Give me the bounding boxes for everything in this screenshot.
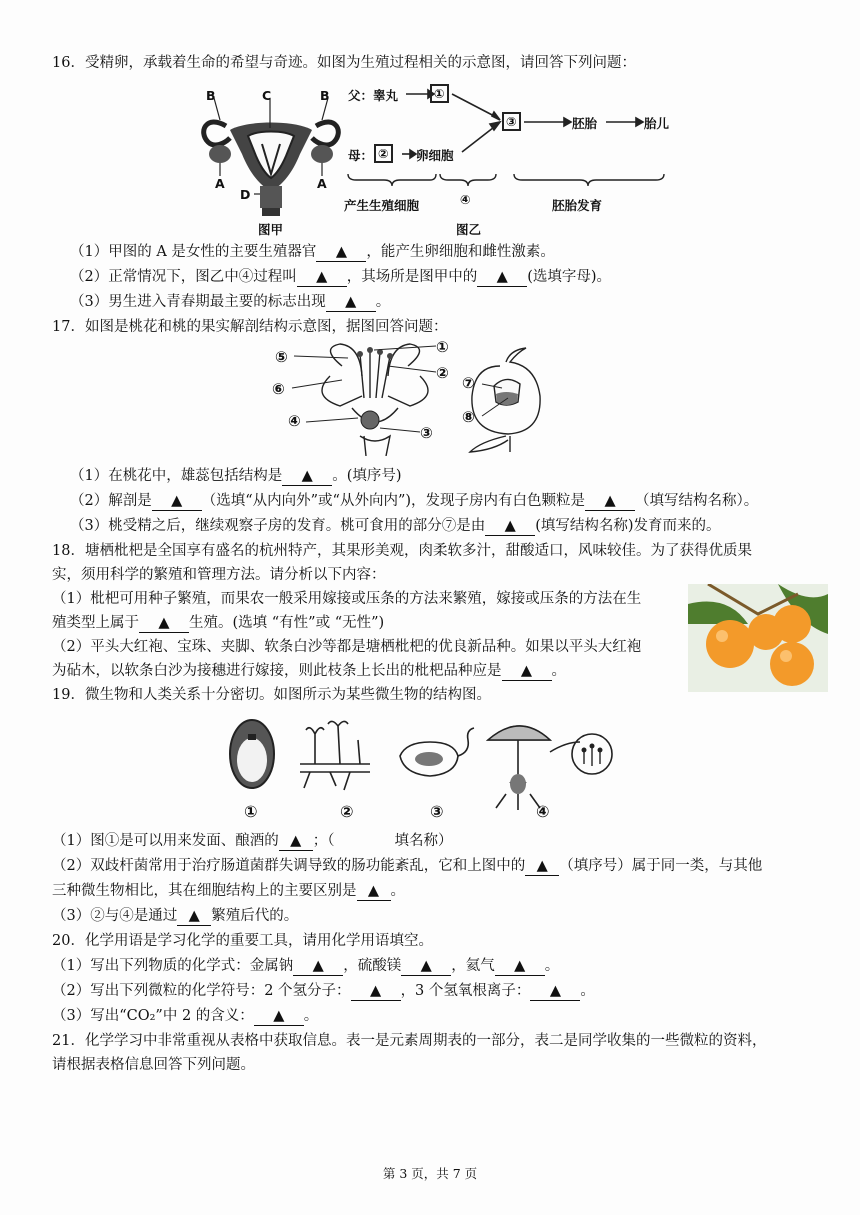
answer-blank[interactable]: ▲ bbox=[152, 492, 202, 511]
answer-blank[interactable]: ▲ bbox=[316, 243, 366, 262]
q17-figure bbox=[270, 336, 590, 456]
label-produce-cells: 产生生殖细胞 bbox=[344, 198, 420, 213]
label-5: ⑤ bbox=[275, 348, 288, 366]
loquat-photo bbox=[688, 584, 828, 692]
box-1: ① bbox=[430, 84, 449, 103]
father-testis: 父：睾丸 bbox=[348, 88, 399, 103]
label-8: ⑧ bbox=[462, 408, 475, 426]
q19-part1: （1）图①是可以用来发面、酿酒的 ▲ ；（ 填名称） bbox=[52, 833, 453, 849]
q21-line1: 21．化学学习中非常重视从表格中获取信息。表一是元素周期表的一部分，表二是同学收集的一些微粒的资料， bbox=[52, 1033, 767, 1049]
q17-part2: （2）解剖是 ▲ （选填“从内向外”或“从外向内”)，发现子房内有白色颗粒是 ▲ （填写结构名称）。 bbox=[70, 493, 759, 509]
q18-line1: 18．塘栖枇杷是全国享有盛名的杭州特产，其果形美观，肉柔软多汁，甜酸适口，风味较佳。为了获得优质果 bbox=[52, 543, 752, 559]
q21-line2: 请根据表格信息回答下列问题。 bbox=[52, 1057, 255, 1073]
q17-stem: 17．如图是桃花和桃的果实解剖结构示意图，据图回答问题： bbox=[52, 319, 448, 335]
fetus: 胎儿 bbox=[644, 116, 670, 131]
q18-line5: （2）平头大红袍、宝珠、夹脚、软条白沙等都是塘栖枇杷的优良新品种。如果以平头大红袍 bbox=[52, 639, 642, 655]
answer-blank[interactable]: ▲ bbox=[254, 1007, 304, 1026]
q19-part3: （3）②与④是通过 ▲ 繁殖后代的。 bbox=[52, 908, 299, 924]
label-D: D bbox=[240, 187, 251, 202]
q19-stem: 19．微生物和人类关系十分密切。如图所示为某些微生物的结构图。 bbox=[52, 687, 491, 703]
answer-blank[interactable]: ▲ bbox=[293, 957, 343, 976]
answer-blank[interactable]: ▲ bbox=[495, 957, 545, 976]
label-7: ⑦ bbox=[462, 374, 475, 392]
label-embryo-development: 胚胎发育 bbox=[552, 198, 603, 213]
answer-blank[interactable]: ▲ bbox=[351, 982, 401, 1001]
egg-cell: 卵细胞 bbox=[416, 148, 454, 163]
q19-part2: （2）双歧杆菌常用于治疗肠道菌群失调导致的肠功能紊乱，它和上图中的 ▲ （填序号）属于同一类，与其他 bbox=[52, 858, 763, 874]
q16-part2: （2）正常情况下，图乙中④过程叫 ▲ ，其场所是图甲中的 ▲ (选填字母)。 bbox=[70, 269, 612, 285]
answer-blank[interactable]: ▲ bbox=[585, 492, 635, 511]
figure-b-caption: 图乙 bbox=[456, 222, 482, 237]
q20-part2: （2）写出下列微粒的化学符号：2 个氢分子： ▲ ，3 个氢氧根离子： ▲ 。 bbox=[52, 983, 595, 999]
q20-part3: （3）写出“CO₂”中 2 的含义： ▲ 。 bbox=[52, 1008, 319, 1024]
label-4: ④ bbox=[536, 802, 550, 821]
label-B-left: B bbox=[206, 88, 216, 103]
q16-part3: （3）男生进入青春期最主要的标志出现 ▲ 。 bbox=[70, 294, 391, 310]
label-1: ① bbox=[244, 802, 258, 821]
label-6: ⑥ bbox=[272, 380, 285, 398]
q18-line2: 实，须用科学的繁殖和管理方法。请分析以下内容： bbox=[52, 567, 386, 583]
label-2: ② bbox=[340, 802, 354, 821]
label-1: ① bbox=[436, 338, 449, 356]
q16-figure-b bbox=[344, 80, 674, 240]
answer-blank[interactable]: ▲ bbox=[326, 293, 376, 312]
answer-blank[interactable]: ▲ bbox=[357, 882, 391, 901]
label-C: C bbox=[262, 88, 272, 103]
q16-figure-a bbox=[196, 84, 346, 237]
q17-part3: （3）桃受精之后，继续观察子房的发育。桃可食用的部分⑦是由 ▲ (填写结构名称)发育而来的。 bbox=[70, 518, 721, 534]
q17-part1: （1）在桃花中，雄蕊包括结构是 ▲ 。(填序号) bbox=[70, 468, 402, 484]
answer-blank[interactable]: ▲ bbox=[485, 517, 535, 536]
figure-a-caption: 图甲 bbox=[258, 222, 284, 237]
embryo: 胚胎 bbox=[572, 116, 598, 131]
q18-line6: 为砧木，以软条白沙为接穗进行嫁接，则此枝条上长出的枇杷品种应是 ▲ 。 bbox=[52, 663, 566, 679]
label-2: ② bbox=[436, 364, 449, 382]
label-3: ③ bbox=[430, 802, 444, 821]
answer-blank[interactable]: ▲ bbox=[139, 614, 189, 633]
answer-blank[interactable]: ▲ bbox=[502, 662, 552, 681]
q20-stem: 20．化学用语是学习化学的重要工具，请用化学用语填空。 bbox=[52, 933, 433, 949]
q18-line4: 殖类型上属于 ▲ 生殖。(选填 “有性”或 “无性”) bbox=[52, 615, 385, 631]
label-A-left: A bbox=[215, 176, 225, 191]
label-B-right: B bbox=[320, 88, 330, 103]
answer-blank[interactable]: ▲ bbox=[530, 982, 580, 1001]
label-3: ③ bbox=[420, 424, 433, 442]
box-2: ② bbox=[374, 144, 393, 163]
answer-blank[interactable]: ▲ bbox=[477, 268, 527, 287]
answer-blank[interactable]: ▲ bbox=[279, 832, 313, 851]
label-A-right: A bbox=[317, 176, 327, 191]
answer-blank[interactable]: ▲ bbox=[525, 857, 559, 876]
answer-blank[interactable]: ▲ bbox=[177, 907, 211, 926]
q16-stem: 16．受精卵，承载着生命的希望与奇迹。如图为生殖过程相关的示意图，请回答下列问题： bbox=[52, 55, 636, 71]
q20-part1: （1）写出下列物质的化学式：金属钠 ▲ ，硫酸镁 ▲ ，氦气 ▲ 。 bbox=[52, 958, 560, 974]
answer-blank[interactable]: ▲ bbox=[282, 467, 332, 486]
mother-label: 母： bbox=[348, 148, 374, 163]
label-4: ④ bbox=[288, 412, 301, 430]
q16-part1: （1）甲图的 A 是女性的主要生殖器官 ▲ ，能产生卵细胞和雌性激素。 bbox=[70, 244, 555, 260]
answer-blank[interactable]: ▲ bbox=[401, 957, 451, 976]
label-4: ④ bbox=[460, 192, 471, 207]
q19-figure bbox=[220, 712, 640, 824]
box-3: ③ bbox=[502, 112, 521, 131]
page-footer: 第 3 页，共 7 页 bbox=[382, 1166, 478, 1181]
answer-blank[interactable]: ▲ bbox=[297, 268, 347, 287]
q19-part2-cont: 三种微生物相比，其在细胞结构上的主要区别是 ▲ 。 bbox=[52, 883, 405, 899]
q18-line3: （1）枇杷可用种子繁殖，而果农一般采用嫁接或压条的方法来繁殖，嫁接或压条的方法在生 bbox=[52, 591, 642, 607]
